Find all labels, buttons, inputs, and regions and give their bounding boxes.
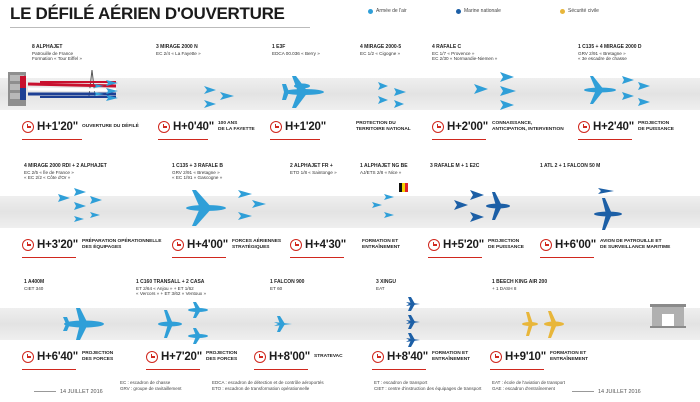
air-force-dot-icon bbox=[368, 9, 373, 14]
footer-date-right: 14 JUILLET 2016 bbox=[598, 389, 641, 395]
formation-e3f-header: 1 E3F EDCA 00.036 « Berry » bbox=[272, 44, 320, 56]
timer-beech-dash: H+9'10" FORMATION ET ENTRAÎNEMENT bbox=[490, 348, 588, 366]
timer-a400m: H+6'40" PROJECTION DES FORCES bbox=[22, 348, 113, 366]
clock-icon bbox=[22, 121, 34, 133]
clock-icon bbox=[22, 351, 34, 363]
rafale-m-e2c-formation-icon bbox=[452, 188, 514, 228]
xingu-formation-icon bbox=[402, 294, 438, 348]
timer-c135-rafale-b: H+4'00" FORCES AÉRIENNES STRATÉGIQUES bbox=[172, 236, 281, 254]
clock-icon bbox=[270, 121, 282, 133]
formation-c135-rafale-b-header: 1 C135 + 3 RAFALE B GRV 2/91 « Bretagne » « EC 1/91 « Gascogne » bbox=[172, 163, 223, 181]
rafale-c-formation-icon bbox=[470, 70, 530, 112]
clock-icon bbox=[172, 239, 184, 251]
clock-icon bbox=[578, 121, 590, 133]
timer-xingu: H+8'40" FORMATION ET ENTRAÎNEMENT bbox=[372, 348, 470, 366]
timer-underline bbox=[270, 139, 320, 140]
alphajet-fr-be-formation-icon bbox=[368, 190, 404, 224]
footer-note-1: EC : escadron de chasse GRV : groupe de ravitaillement bbox=[120, 380, 182, 391]
timer-underline bbox=[158, 139, 208, 140]
caption-e3f: PROTECTION DU TERRITOIRE NATIONAL bbox=[356, 121, 411, 132]
mirage-rdi-alphajet-formation-icon bbox=[54, 186, 114, 232]
atl2-falcon-formation-icon bbox=[592, 180, 632, 232]
patrouille-de-france-illustration bbox=[6, 66, 121, 110]
belgium-flag-icon bbox=[399, 183, 408, 192]
clock-icon bbox=[432, 121, 444, 133]
timer-underline bbox=[372, 369, 426, 370]
clock-icon bbox=[158, 121, 170, 133]
arc-de-triomphe-illustration bbox=[648, 300, 688, 330]
timer-underline bbox=[22, 369, 76, 370]
timer-mirage-2000-5-rafale: H+2'00" CONNAISSANCE, ANTICIPATION, INTERVENTION bbox=[432, 118, 564, 136]
formation-mirage-rdi-alphajet-header: 4 MIRAGE 2000 RDI + 2 ALPHAJET EC 2/5 « Île de France » « EC 2/2 « Côte d'Or » bbox=[24, 163, 107, 181]
timer-underline bbox=[22, 139, 82, 140]
formation-a400m-header: 1 A400M CIET 340 bbox=[24, 279, 45, 291]
footer-note-4: EAT : école de l'aviation de transport GAE : escadron d'entraînement bbox=[492, 380, 565, 391]
formation-atl2-falcon-header: 1 ATL 2 + 1 FALCON 50 M bbox=[540, 163, 601, 169]
timer-underline bbox=[578, 139, 632, 140]
timer-falcon-900: H+8'00" STRATEVAC bbox=[254, 348, 343, 366]
timer-c135-mirage-2000d: H+2'40" PROJECTION DE PUISSANCE bbox=[578, 118, 674, 136]
timer-underline bbox=[490, 369, 544, 370]
clock-icon bbox=[490, 351, 502, 363]
e3f-awacs-icon bbox=[280, 74, 328, 110]
formation-alphajet-fr-header: 2 ALPHAJET FR + ETO 1/8 « Saintonge » bbox=[290, 163, 337, 175]
clock-icon bbox=[540, 239, 552, 251]
timer-underline bbox=[540, 257, 594, 258]
timer-alphajet-fr: H+4'30" bbox=[290, 236, 346, 254]
mirage-2000n-formation-icon bbox=[200, 78, 245, 110]
clock-icon bbox=[146, 351, 158, 363]
timer-underline bbox=[146, 369, 200, 370]
timer-underline bbox=[22, 257, 76, 258]
a400m-icon bbox=[62, 306, 106, 342]
formation-alphajet-header: 8 ALPHAJET Patrouille de France Formation « Tour Eiffel » bbox=[32, 44, 82, 62]
timer-underline bbox=[290, 257, 344, 258]
formation-rafale-m-e2c-header: 3 RAFALE M + 1 E2C bbox=[430, 163, 480, 169]
formation-rafale-c-header: 4 RAFALE C EC 1/7 « Provence » EC 2/30 « Normandie-Niemen » bbox=[432, 44, 498, 62]
timer-rafale-m-e2c: H+5'20" PROJECTION DE PUISSANCE bbox=[428, 236, 524, 254]
timer-underline bbox=[254, 369, 308, 370]
timer-underline bbox=[172, 257, 226, 258]
c135-rafale-b-formation-icon bbox=[182, 184, 274, 232]
timer-mirage-2000n: H+0'40" 100 ANS DE LA FAYETTE bbox=[158, 118, 255, 136]
timer-mirage-rdi-alphajet: H+3'20" PRÉPARATION OPÉRATIONNELLE DES ÉQUIPAGES bbox=[22, 236, 161, 254]
timer-underline bbox=[432, 139, 486, 140]
formation-beech-dash-header: 1 BEECH KING AIR 200 + 1 DASH 8 bbox=[492, 279, 548, 291]
c160-casa-formation-icon bbox=[156, 300, 212, 348]
caption-alphajet: FORMATION ET ENTRAÎNEMENT bbox=[362, 239, 401, 250]
legend-navy: Marine nationale bbox=[456, 8, 501, 14]
c135-mirage-2000d-formation-icon bbox=[582, 72, 662, 112]
falcon-900-icon bbox=[272, 314, 296, 334]
mirage-2000-5-formation-icon bbox=[374, 78, 416, 110]
clock-icon bbox=[290, 239, 302, 251]
footer-note-2: EDCA : escadron de détection et de contrôle aéroportés ETO : escadron de transformation opérationnelle bbox=[212, 380, 324, 391]
title-divider bbox=[10, 27, 310, 28]
navy-dot-icon bbox=[456, 9, 461, 14]
timer-alphajet: H+1'20" OUVERTURE DU DÉFILÉ bbox=[22, 118, 139, 136]
formation-c160-casa-header: 1 C160 TRANSALL + 2 CASA ET 2/64 « Anjou » + ET 1/62 « Vercors » + ET 3/62 « Ventoux » bbox=[136, 279, 207, 297]
formation-c135-mirage-2000d-header: 1 C135 + 4 MIRAGE 2000 D GRV 2/91 « Bretagne » « 3e escadre de chasse bbox=[578, 44, 642, 62]
legend-air-force: Armée de l'air bbox=[368, 8, 407, 14]
timer-e3f: H+1'20" bbox=[270, 118, 326, 136]
formation-mirage-2000-5-header: 4 MIRAGE 2000-5 EC 1/2 « Cigogne » bbox=[360, 44, 402, 56]
clock-icon bbox=[254, 351, 266, 363]
page-title: LE DÉFILÉ AÉRIEN D'OUVERTURE bbox=[10, 4, 285, 23]
formation-falcon-900-header: 1 FALCON 900 ET 60 bbox=[270, 279, 305, 291]
clock-icon bbox=[428, 239, 440, 251]
clock-icon bbox=[22, 239, 34, 251]
footer-date-left: 14 JUILLET 2016 bbox=[60, 389, 103, 395]
clock-icon bbox=[372, 351, 384, 363]
timer-c160-casa: H+7'20" PROJECTION DES FORCES bbox=[146, 348, 237, 366]
timer-underline bbox=[428, 257, 482, 258]
footer-note-3: ET : escadron de transport CIET : centre d'instruction des équipages de transport bbox=[374, 380, 482, 391]
civil-security-dot-icon bbox=[560, 9, 565, 14]
timer-atl2-falcon: H+6'00" AVION DE PATROUILLE ET DE SURVEILLANCE MARITIME bbox=[540, 236, 670, 254]
legend-civil-security: Sécurité civile bbox=[560, 8, 599, 14]
formation-xingu-header: 3 XINGU EAT bbox=[376, 279, 397, 291]
formation-mirage-2000n-header: 3 MIRAGE 2000 N EC 2/4 « La Fayette » bbox=[156, 44, 201, 56]
beech-dash-formation-icon bbox=[520, 310, 566, 340]
formation-alphajet-ng-be-header: 1 ALPHAJET NG BE AJ/ETS 2/8 « Nice » bbox=[360, 163, 408, 175]
